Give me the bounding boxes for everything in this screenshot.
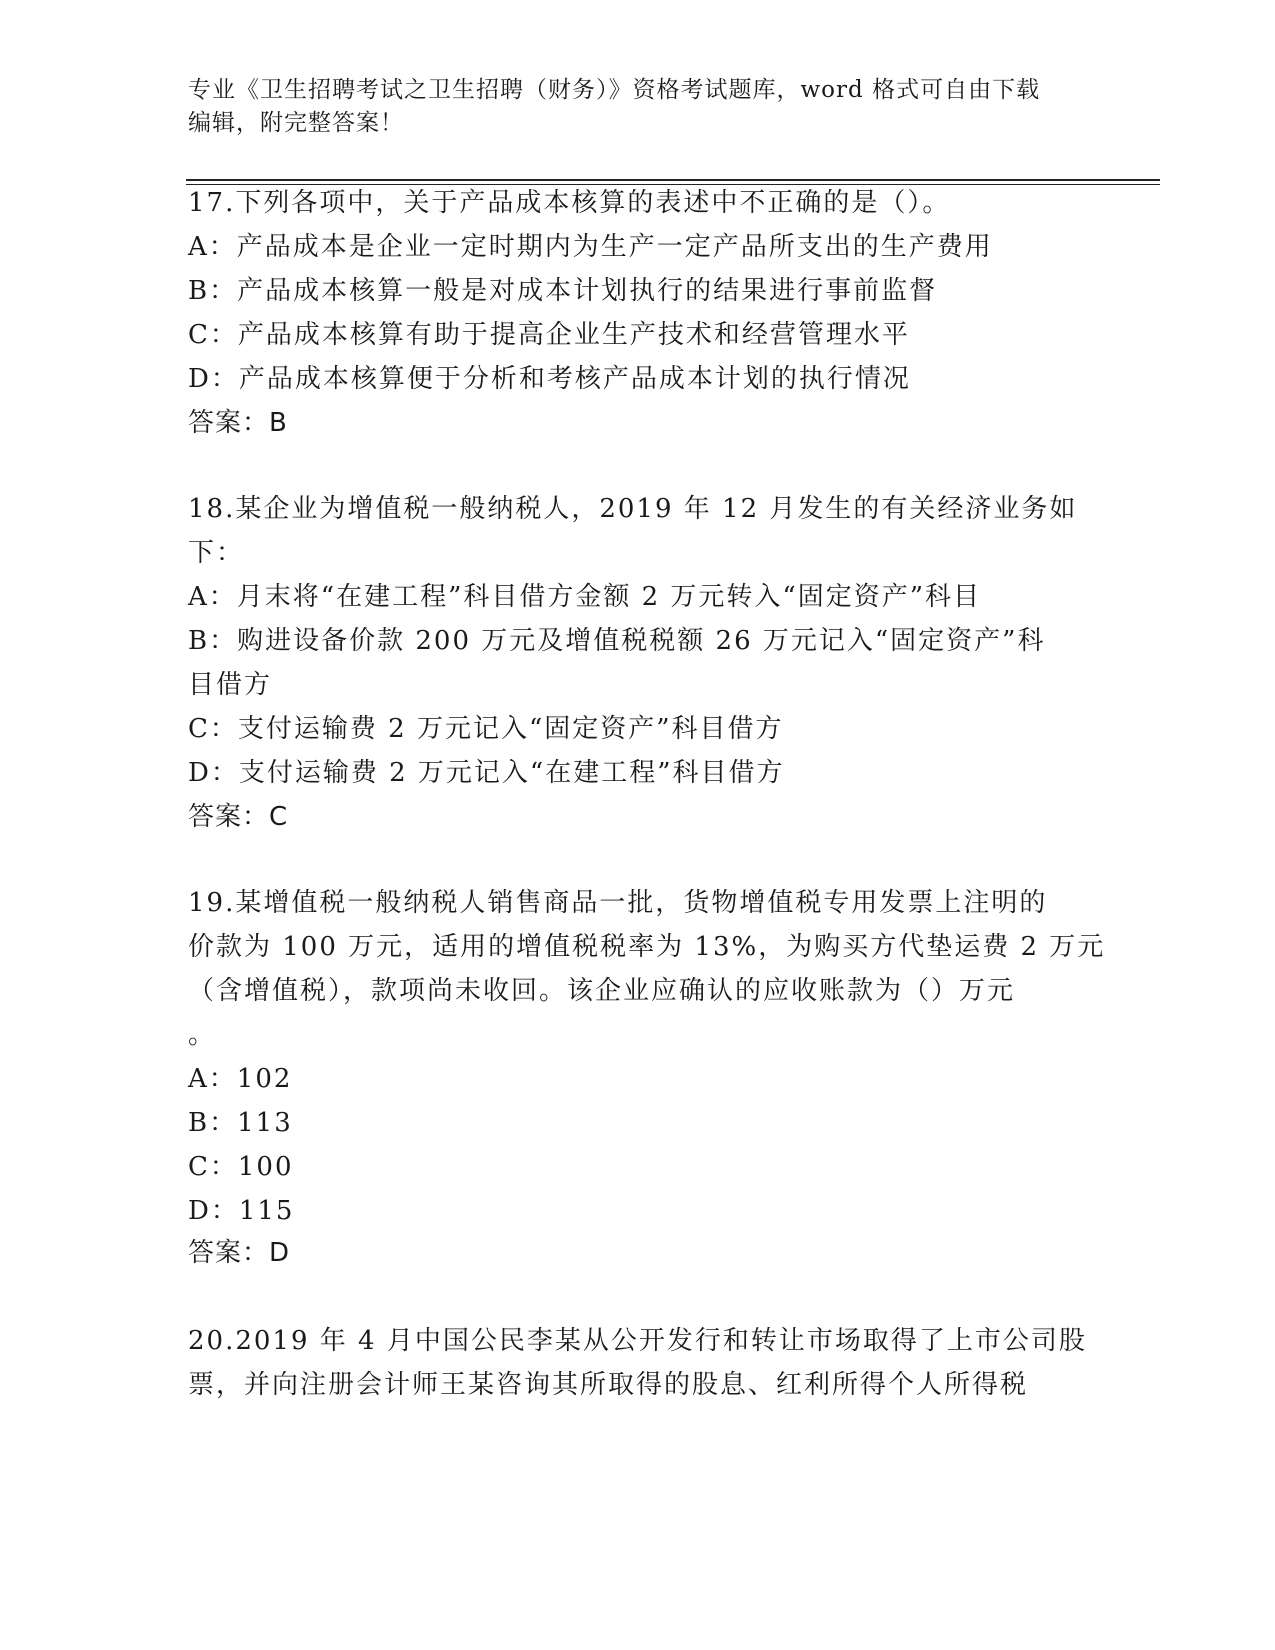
option-b-line-2: 目借方 [188, 670, 273, 700]
header-text [188, 74, 1148, 140]
question-stem-line-2: 票，并向注册会计师王某咨询其所取得的股息、红利所得个人所得税 [188, 1370, 1029, 1400]
question-stem-line-1: 19.某增值税一般纳税人销售商品一批，货物增值税专用发票上注明的 [188, 888, 1048, 918]
header-line-1: 专业《卫生招聘考试之卫生招聘（财务）》资格考试题库，word 格式可自由下载 [188, 77, 1041, 103]
question-stem-line-4: 。 [188, 1020, 217, 1050]
option-c: C：产品成本核算有助于提高企业生产技术和经营管理水平 [188, 320, 910, 350]
question-stem: 17.下列各项中，关于产品成本核算的表述中不正确的是（）。 [188, 188, 951, 218]
option-d: D：产品成本核算便于分析和考核产品成本计划的执行情况 [188, 364, 911, 394]
header-line-2: 编辑，附完整答案！ [188, 110, 404, 136]
answer: 答案：D [188, 1238, 291, 1268]
answer: 答案：C [188, 802, 289, 832]
header-divider-thin [186, 184, 1160, 185]
option-c: C：支付运输费 2 万元记入“固定资产”科目借方 [188, 714, 784, 744]
option-a: A：产品成本是企业一定时期内为生产一定产品所支出的生产费用 [188, 232, 993, 262]
option-b: B：113 [188, 1108, 293, 1138]
option-b: B：产品成本核算一般是对成本计划执行的结果进行事前监督 [188, 276, 938, 306]
answer: 答案：B [188, 408, 288, 438]
option-d: D：支付运输费 2 万元记入“在建工程”科目借方 [188, 758, 785, 788]
option-c: C：100 [188, 1152, 294, 1182]
question-stem-line-1: 18.某企业为增值税一般纳税人，2019 年 12 月发生的有关经济业务如 [188, 494, 1078, 524]
question-stem-line-3: （含增值税），款项尚未收回。该企业应确认的应收账款为（）万元 [188, 976, 1016, 1006]
header-divider-thick [186, 179, 1160, 181]
option-a: A：月末将“在建工程”科目借方金额 2 万元转入“固定资产”科目 [188, 582, 982, 612]
option-a: A：102 [188, 1064, 293, 1094]
question-stem-line-2: 价款为 100 万元，适用的增值税税率为 13%，为购买方代垫运费 2 万元 [188, 932, 1106, 962]
option-b-line-1: B：购进设备价款 200 万元及增值税税额 26 万元记入“固定资产”科 [188, 626, 1046, 656]
question-stem-line-1: 20.2019 年 4 月中国公民李某从公开发行和转让市场取得了上市公司股 [188, 1326, 1087, 1356]
option-d: D：115 [188, 1196, 295, 1226]
question-stem-line-2: 下： [188, 538, 245, 568]
